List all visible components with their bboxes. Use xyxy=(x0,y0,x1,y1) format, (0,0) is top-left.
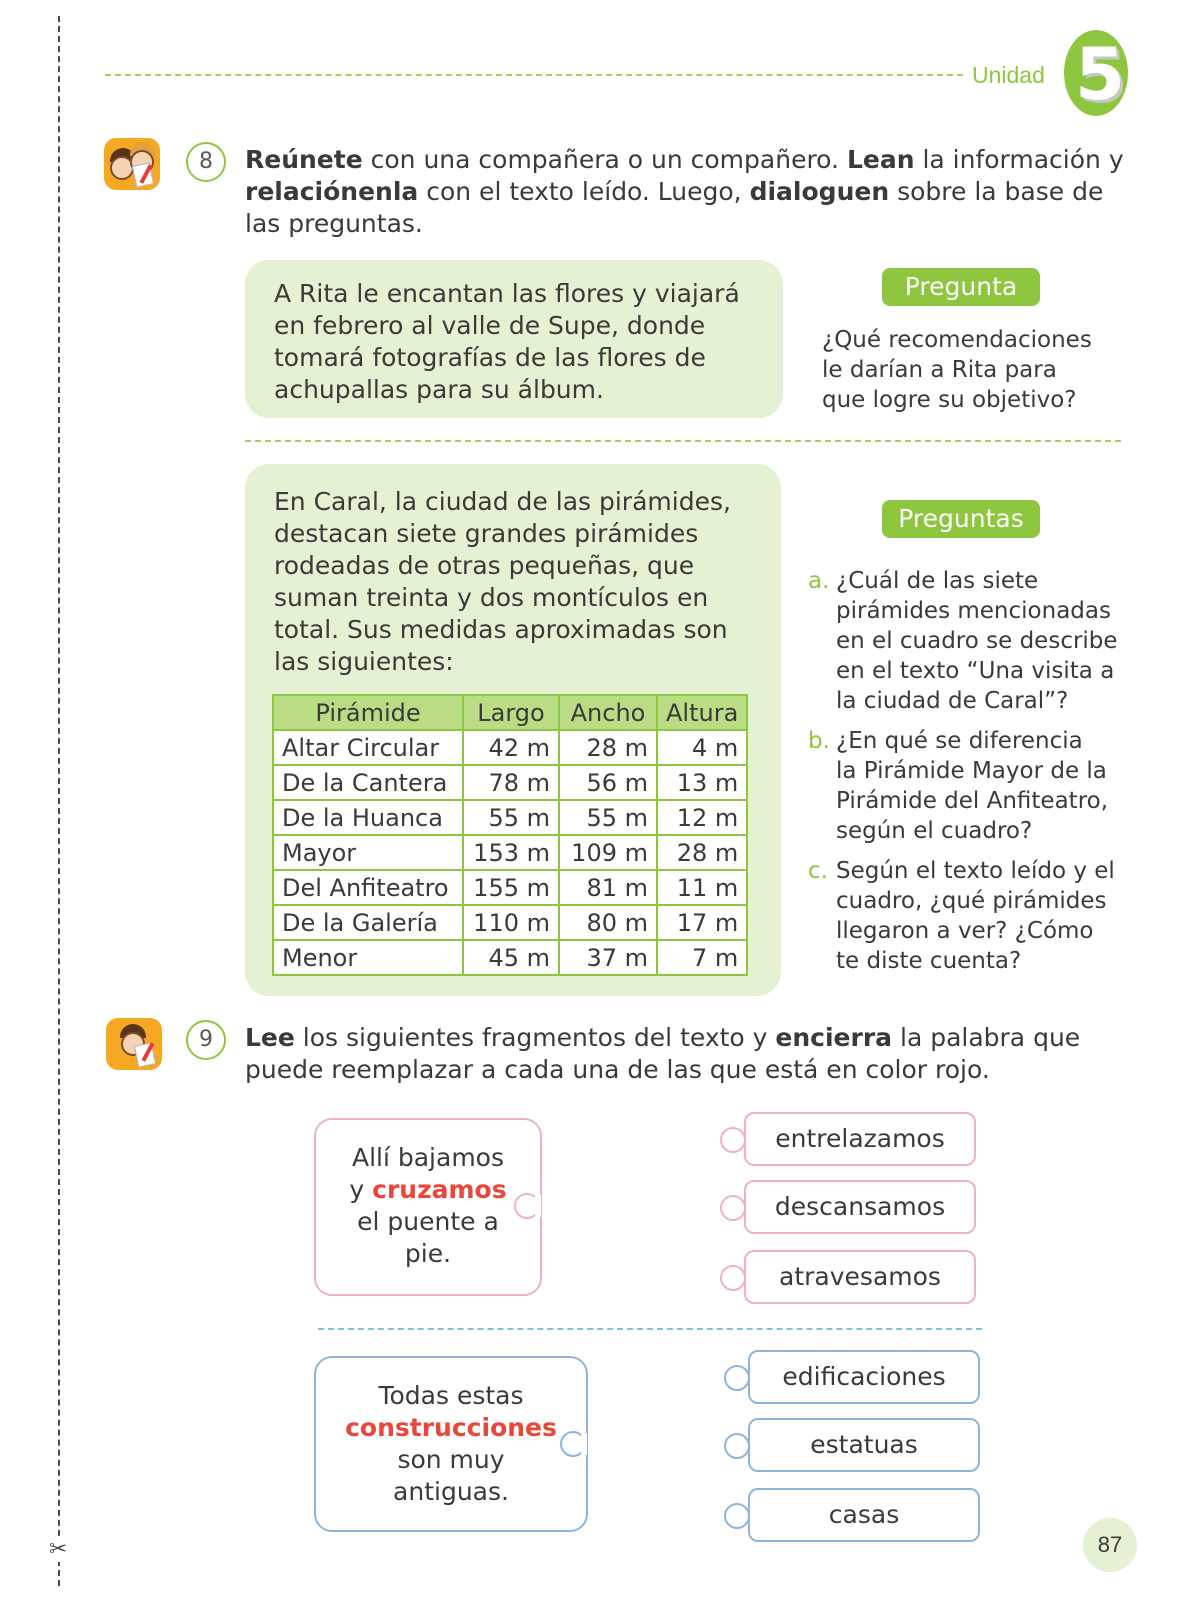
highlighted-word: construcciones xyxy=(345,1413,557,1442)
table-cell: 17 m xyxy=(657,905,747,940)
unit-number: 5 xyxy=(1074,32,1126,116)
activity-number-9: 9 xyxy=(186,1020,226,1060)
table-row xyxy=(273,870,747,905)
activity-8-instruction: Reúnete con una compañera o un compañero. Lean la información y relaciónenla con el texto leído. Luego, dialoguen sobre la base de las preguntas. xyxy=(245,145,1124,238)
option-descansamos[interactable]: descansamos xyxy=(744,1180,976,1234)
section-divider xyxy=(318,1328,982,1330)
table-header: Altura xyxy=(657,695,747,730)
table-row xyxy=(273,765,747,800)
fragment-2: Todas estas construcciones son muy antiguas. xyxy=(314,1356,588,1532)
highlighted-word: cruzamos xyxy=(372,1175,507,1204)
info-box-rita-text: A Rita le encantan las flores y viajará en febrero al valle de Supe, donde tomará fotografías de las flores de achupallas para su álbum. xyxy=(274,279,740,404)
table-cell: 56 m xyxy=(559,765,657,800)
question-letter: a. xyxy=(808,568,830,594)
table-row xyxy=(273,940,747,975)
fragment-1: Allí bajamos y cruzamos el puente a pie. xyxy=(314,1118,542,1296)
table-cell: De la Huanca xyxy=(273,800,463,835)
table-cell: 45 m xyxy=(463,940,559,975)
table-cell: 4 m xyxy=(657,730,747,765)
table-cell: 78 m xyxy=(463,765,559,800)
table-header: Ancho xyxy=(559,695,657,730)
table-header: Largo xyxy=(463,695,559,730)
page-number: 87 xyxy=(1083,1518,1137,1572)
table-cell: 12 m xyxy=(657,800,747,835)
pyramid-table xyxy=(272,694,748,976)
info-box-caral-text: En Caral, la ciudad de las pirámides, destacan siete grandes pirámides rodeadas de otras pequeñas, que suman treinta y dos montículos en total. Sus medidas aproximadas son las siguientes: xyxy=(274,487,731,676)
activity-number-8: 8 xyxy=(186,142,226,182)
puzzle-notch xyxy=(724,1433,750,1459)
table-row xyxy=(273,905,747,940)
table-cell: Del Anfiteatro xyxy=(273,870,463,905)
unit-label: Unidad xyxy=(972,62,1045,88)
table-cell: De la Cantera xyxy=(273,765,463,800)
table-cell: 109 m xyxy=(559,835,657,870)
option-casas[interactable]: casas xyxy=(748,1488,980,1542)
table-cell: 80 m xyxy=(559,905,657,940)
puzzle-notch xyxy=(720,1265,746,1291)
question-label: Pregunta xyxy=(882,268,1040,306)
question-letter: b. xyxy=(808,728,830,754)
table-cell: De la Galería xyxy=(273,905,463,940)
table-cell: 28 m xyxy=(657,835,747,870)
activity-9-instruction: Lee los siguientes fragmentos del texto y encierra la palabra que puede reemplazar a cada una de las que está en color rojo. xyxy=(245,1023,1081,1084)
table-cell: 7 m xyxy=(657,940,747,975)
individual-work-icon xyxy=(106,1018,162,1070)
option-atravesamos[interactable]: atravesamos xyxy=(744,1250,976,1304)
puzzle-notch xyxy=(724,1503,750,1529)
option-edificaciones[interactable]: edificaciones xyxy=(748,1350,980,1404)
table-cell: 42 m xyxy=(463,730,559,765)
questions-label: Preguntas xyxy=(882,500,1040,538)
scissors-icon: ✂ xyxy=(49,1537,68,1562)
option-entrelazamos[interactable]: entrelazamos xyxy=(744,1112,976,1166)
table-row xyxy=(273,835,747,870)
cut-line xyxy=(58,16,60,1586)
table-cell: 110 m xyxy=(463,905,559,940)
table-cell: Menor xyxy=(273,940,463,975)
table-cell: 155 m xyxy=(463,870,559,905)
table-cell: 153 m xyxy=(463,835,559,870)
header-divider xyxy=(105,74,963,76)
question-letter: c. xyxy=(808,858,828,884)
table-cell: Mayor xyxy=(273,835,463,870)
puzzle-notch xyxy=(724,1365,750,1391)
table-cell: 28 m xyxy=(559,730,657,765)
table-cell: 81 m xyxy=(559,870,657,905)
table-header-row xyxy=(273,695,747,730)
table-cell: 37 m xyxy=(559,940,657,975)
table-row xyxy=(273,800,747,835)
puzzle-notch xyxy=(720,1195,746,1221)
puzzle-notch xyxy=(720,1127,746,1153)
table-cell: 55 m xyxy=(463,800,559,835)
table-header: Pirámide xyxy=(273,695,463,730)
table-cell: 55 m xyxy=(559,800,657,835)
table-cell: 13 m xyxy=(657,765,747,800)
pair-work-icon xyxy=(104,138,160,190)
table-row xyxy=(273,730,747,765)
section-divider xyxy=(245,440,1121,442)
table-cell: 11 m xyxy=(657,870,747,905)
table-cell: Altar Circular xyxy=(273,730,463,765)
question-rita: ¿Qué recomendaciones le darían a Rita para que logre su objetivo? xyxy=(822,327,1092,413)
option-estatuas[interactable]: estatuas xyxy=(748,1418,980,1472)
